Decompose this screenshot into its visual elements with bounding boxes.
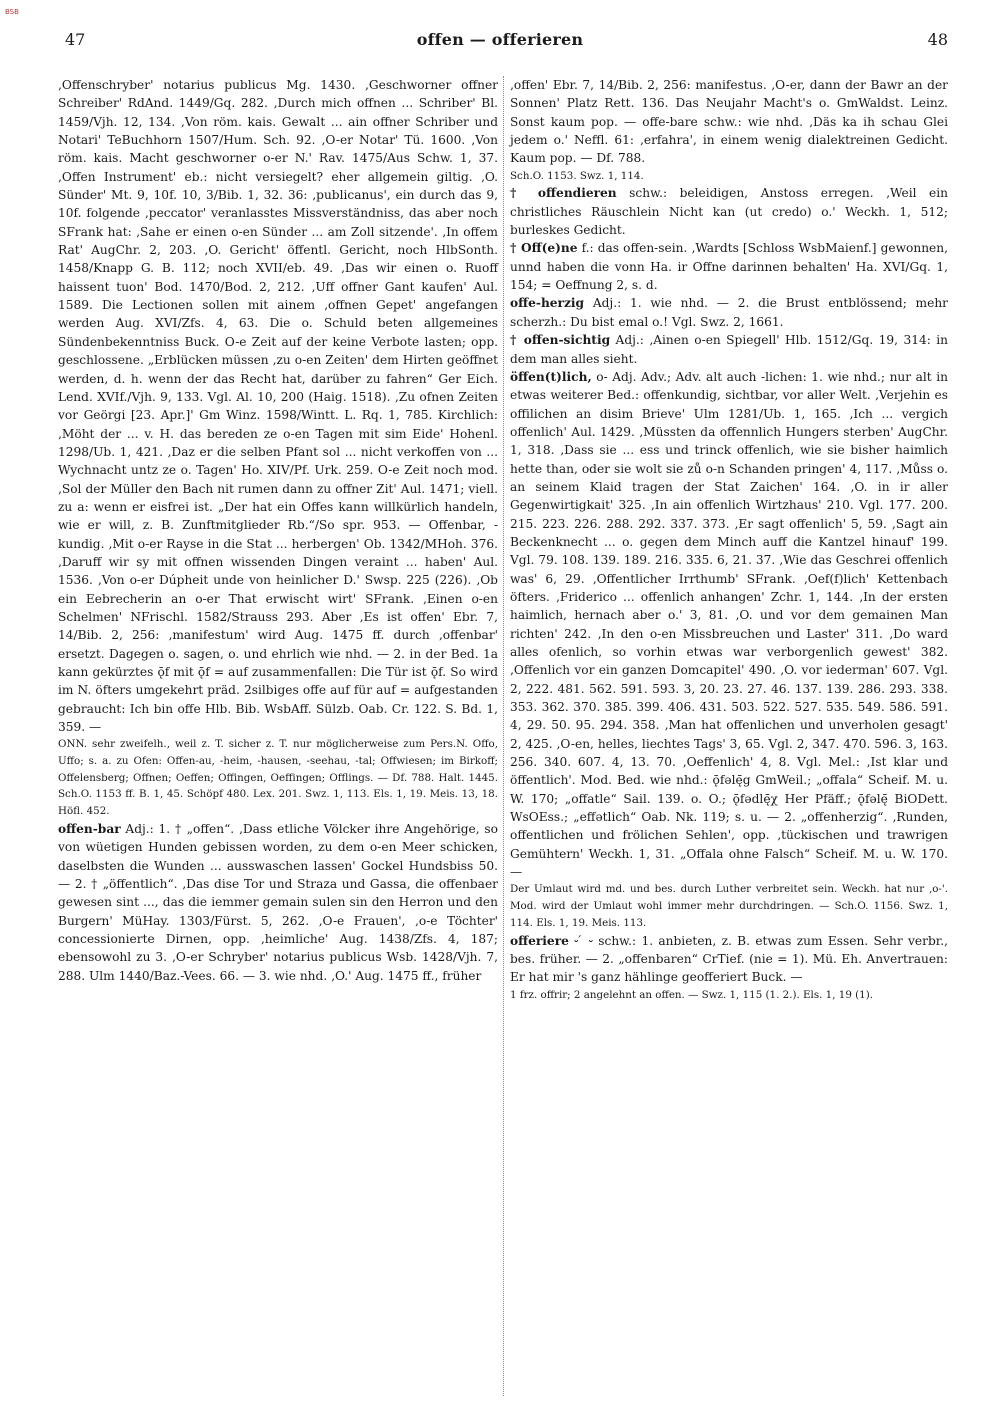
library-stamp: BSB (5, 8, 19, 16)
headword-offerieren: offeriere (510, 933, 569, 948)
entry-offendieren-body: schw.: beleidigen, Anstoss erregen. ‚Weil ein christliches Räuschlein Nicht kan (ut credo) o.' Weckh. 1, 512; burleskes Gedicht. (510, 186, 948, 238)
entry-offen-continued: ‚Offenschryber' notarius publicus Mg. 1430. ‚Geschworner offner Schreiber' RdAnd. 1449/Gq. 282. ‚Durch mich offnen ... Schriber' Bl. 1459/Vjh. 12, 134. ‚Von röm. kais. Gewalt ... ain offner Schriber und Notari' TeBuchhorn 1507/Hum. Sch. 92. ‚O-er Notar' Tü. 1600. ‚Von röm. kais. Macht geschworner o-er N.' Rav. 1475/Aus Schw. 1, 37. ‚Offen Instrument' eb.: nicht versiegelt? eher allgemein giltig. ‚O. Sünder' Mt. 9, 10f. 10, 3/Bib. 1, 32. 36: ‚publicanus', ein durch das 9, 10f. folgende ‚peccator' veranlasstes Missverständniss, das aber noch SFrank hat: ‚Sahe er einen o-en Sünder ... am Zoll sitzende'. ‚In offem Rat' AugChr. 2, 203. ‚O. Gericht' öffentl. Gericht, noch HlbSonth. 1458/Knapp G. B. 112; noch XVII/eb. 49. ‚Das wir einen o. Ruoff haissent tuon' Bod. 1470/Bod. 2, 212. ‚Uff offner Gant kaufen' Aul. 1589. Die Lectionen sollen mit ainem ‚offnen Gepet' angefangen werden Aug. XVI/Zfs. 4, 63. Die o. Schuld beten allgemeines Sündenbekenntniss Buck. O-e Zeit auf der keine Verbote lasten; opp. geschlossene. „Erblücken müssen ‚zu o-en Zeiten' dem Hirten geöffnet werden, d. h. wenn der das Recht hat, darüber zu fahren“ Ger Eich. Lend. XVIf./Vjh. 9, 133. Vgl. Al. 10, 200 (Haig. 1518). ‚Zu ofnen Zeiten vor Geörgi [23. Apr.]' Gm Winz. 1598/Wintt. L. Rq. 1, 785. Kirchlich: ‚Möht der ... v. H. das bereden ze o-en Tagen mit sim Eide' Hohenl. 1298/Ub. 1, 421. ‚Daz er die selben Pfant sol ... nicht verkoffen von ... Wychnacht untz ze o. Tagen' Ho. XIV/Pf. Urk. 259. O-e Zeit noch mod. ‚Sol der Müller den Bach nit rumen dann zu offner Zit' Aul. 1471; viell. zu a: wenn er eisfrei ist. „Der hat ein Offes kann willkürlich handeln, wie er will, z. B. Zunftmitglieder Rb.“/So spr. 953. — Offenbar, -kundig. ‚Mit o-er Rayse in die Stat ... herbergen' Ob. 1342/MHoh. 376. ‚Daruff wir sy mit offnen wissenden Dingen veraint ... haben' Aul. 1536. ‚Von o-er Dúpheit unde von heinlicher D.' Swsp. 225 (226). ‚Ob ein Eebrecherin an o-er That erwischt wirt' SFrank. ‚Einen o-en Schelmen' NFrischl. 1582/Strauss 293. Aber ‚Es ist offen' Ebr. 7, 14/Bib. 2, 256: ‚manifestum' wird Aug. 1475 ff. durch ‚offenbar' ersetzt. Dagegen o. sagen, o. und ehrlich wie nhd. — 2. in der Bed. 1a kann gekürztes ǭf mit ǭf = auf zusammenfallen: Die Tür ist ǭf. So wird im N. öfters umgekehrt präd. 2silbiges offe auf für auf = aufgestanden gebraucht: Ich bin offe Hlb. Bib. WsbAff. Sülzb. Oab. Cr. 122. S. Bd. 1, 359. — (58, 78, 498, 735)
entry-offenbar-body: Adj.: 1. † „offen“. ‚Dass etliche Völcker ihre Angehörige, so von wüetigen Hunden gebissen worden, zu dem o-en Meer schicken, daselbsten die Wunden ... ausswaschen lassen' Gockel Hundsbiss 50. — 2. † „öffentlich“. ‚Das dise Tor und Straza und Gassa, die offenbaer gewesen sint ..., das die iemmer gemain sulen sin den Herron und den Burgern' MüHay. 1303/Fürst. 5, 262. ‚O-e Frauen', ‚o-e Töchter' concessionierte Dirnen, opp. ‚heimliche' Aug. 1438/Zfs. 4, 187; ebensowohl zu 3. ‚O-er Schryber' notarius publicus Wsb. 1428/Vjh. 7, 288. Ulm 1440/Baz.-Vees. 66. — 3. wie nhd. ‚O.' Aug. 1475 ff., früher (58, 821, 498, 983)
entry-offerieren-body: ⏑ ́ ⏑ schw.: 1. anbieten, z. B. etwas zum Essen. Sehr verbr., bes. früher. — 2. „offenbaren“ CrTief. (nie = 1). Mü. Eh. Anvertrauen: Er hat mir 's ganz hählinge geofferiert Buck. — (510, 933, 948, 985)
entry-offensichtig (510, 331, 948, 368)
entry-oeffentlich-references: Der Umlaut wird md. und bes. durch Luther verbreitet sein. Weckh. hat nur ‚o-'. Mod. wird der Umlaut wohl immer mehr durchdringen. — Sch.O. 1156. Swz. 1, 114. Els. 1, 19. Meis. 113. (510, 883, 948, 929)
entry-offene (510, 239, 948, 294)
entry-offeherzig-body: Adj.: 1. wie nhd. — 2. die Brust entblössend; mehr scherzh.: Du bist emal o.! Vgl. Swz. 2, 1661. (510, 296, 948, 329)
left-column (58, 76, 498, 985)
entry-oeffentlich (510, 368, 948, 882)
entry-offerieren-references: 1 frz. offrir; 2 angelehnt an offen. — Swz. 1, 115 (1. 2.). Els. 1, 19 (1). (510, 988, 874, 1001)
headword-offendieren: † offendieren (510, 186, 617, 201)
page-header (0, 30, 1000, 56)
entry-offenbar (58, 820, 498, 985)
headword-oeffentlich: öffen(t)lich, (510, 369, 592, 384)
headword-offene: † Off(e)ne (510, 241, 578, 256)
page-number-right: 48 (927, 30, 948, 49)
column-divider (503, 76, 504, 1396)
right-column (510, 76, 948, 1003)
entry-offene-body: f.: das offen-sein. ‚Wardts [Schloss WsbMaienf.] gewonnen, unnd haben die vonn Ha. ir Offne darinnen behalten' Ha. XVI/Gq. 1, 154; = Oeffnung 2, s. d. (510, 241, 948, 293)
running-head: offen — offerieren (416, 30, 584, 49)
entry-offen-references: ONN. sehr zweifelh., weil z. T. sicher z. T. nur möglicherweise zum Pers.N. Offo, Uffo; s. a. zu Ofen: Offen-au, -heim, -hausen, -seehau, -tal; Offwiesen; im Birkoff; Offelensberg; Offnen; Oeffen; Offingen, Oeffingen; Offlings. — Df. 788. Halt. 1445. Sch.O. 1153 ff. B. 1, 45. Schöpf 480. Lex. 201. Swz. 1, 113. Els. 1, 19. Meis. 13, 18. Höfl. 452. (58, 738, 498, 818)
headword-offensichtig: † offen-sichtig (510, 333, 611, 348)
page-number-left: 47 (65, 30, 86, 49)
entry-offen-continued-right: ‚offen' Ebr. 7, 14/Bib. 2, 256: manifestus. ‚O-er, dann der Bawr an der Sonnen' Platz Rett. 136. Das Neujahr Macht's o. GmWaldst. Leinz. Sonst kaum pop. — offe-bare schw.: wie nhd. ‚Däs ka ih schau Glei jedem o.' Neffl. 61: ‚erfahra', in einem wenig dialektreinen Gedicht. Kaum pop. — Df. 788. (510, 78, 948, 166)
entry-offendieren (510, 184, 948, 239)
headword-offenbar: offen-bar (58, 821, 121, 836)
entry-oeffentlich-body: o- Adj. Adv.; Adv. alt auch -lichen: 1. wie nhd.; nur alt in etwas weiterer Bed.: offenkundig, sichtbar, vor aller Welt. ‚Verjehin es offilichen an disim Brieve' Ulm 1281/Ub. 1, 165. ‚Ich ... vergich offenlich' Aul. 1429. ‚Müssten da offennlich Hungers sterben' AugChr. 1, 318. ‚Dass sie ... ess und trinck offenlich, wie sie bisher haimlich hette than, oder sie wolt sie zů o-n Schanden pringen' 4, 117. ‚Můss o. an seinem Klaid tragen der Stat Zaichen' 164. ‚O. in ir aller Gegenwirtigkait' 325. ‚In ain offenlich Wirtzhaus' 210. Vgl. 177. 200. 215. 223. 226. 288. 292. 337. 373. ‚Er sagt offenlich' 5, 59. ‚Sagt ain Beckenknecht ... o. gegen dem Minch auff die Kantzel hinauf' 199. Vgl. 79. 108. 139. 189. 216. 335. 6, 21. 37. ‚Wie das Geschrei offenlich was' 6, 29. ‚Offentlicher Irrthumb' SFrank. ‚Oef(f)lich' Kettenbach öfters. ‚Friderico ... offenlich anhangen' Zchr. 1, 144. ‚In der ersten haimlich, hernach aber o.' 3, 81. ‚O. und vor dem gemainen Man richten' 242. ‚In den o-en Missbreuchen und Laster' 311. ‚Do ward alles ofenlich, so vorhin etwas war verborgenlich gewest' 382. ‚Offenlich vor ein ganzen Domcapitel' 490. ‚O. vor iederman' 607. Vgl. 2, 222. 481. 562. 591. 593. 3, 20. 23. 27. 46. 137. 139. 286. 293. 338. 353. 362. 370. 385. 399. 406. 431. 503. 522. 527. 535. 549. 586. 591. 4, 29. 50. 95. 294. 358. ‚Man hat offenlichen und unverholen gesagt' 2, 425. ‚O-en, helles, liechtes Tags' 3, 65. Vgl. 2, 347. 470. 596. 3, 163. 256. 340. 607. 4, 13. 70. ‚Oeffenlich' 4, 8. Vgl. Mel.: ‚Ist klar und öffentlich'. Mod. Bed. wie nhd.: ǭfəlę̄g GmWeil.; „offala“ Scheif. M. u. W. 170; „offatle“ Sail. 139. o. O.; ǭfədlę̄χ Her Pfäff.; ǭfəlę̄ BiODett. WsOEss.; „effətlich“ Oab. Nk. 119; s. u. — 2. „offenherzig“. ‚Runden, offentlichen und frölichen Sehlen', opp. ‚tückischen und trawrigen Gemühtern' Weckh. 1, 31. „Offala ohne Falsch“ Scheif. M. u. W. 170. — (510, 369, 948, 880)
entry-offerieren (510, 932, 948, 987)
entry-offensichtig-body: Adj.: ‚Ainen o-en Spiegell' Hlb. 1512/Gq. 19, 314: in dem man alles sieht. (510, 333, 948, 366)
entry-offenbare-references: Sch.O. 1153. Swz. 1, 114. (510, 169, 644, 182)
headword-offeherzig: offe-herzig (510, 296, 585, 311)
entry-offeherzig (510, 294, 948, 331)
